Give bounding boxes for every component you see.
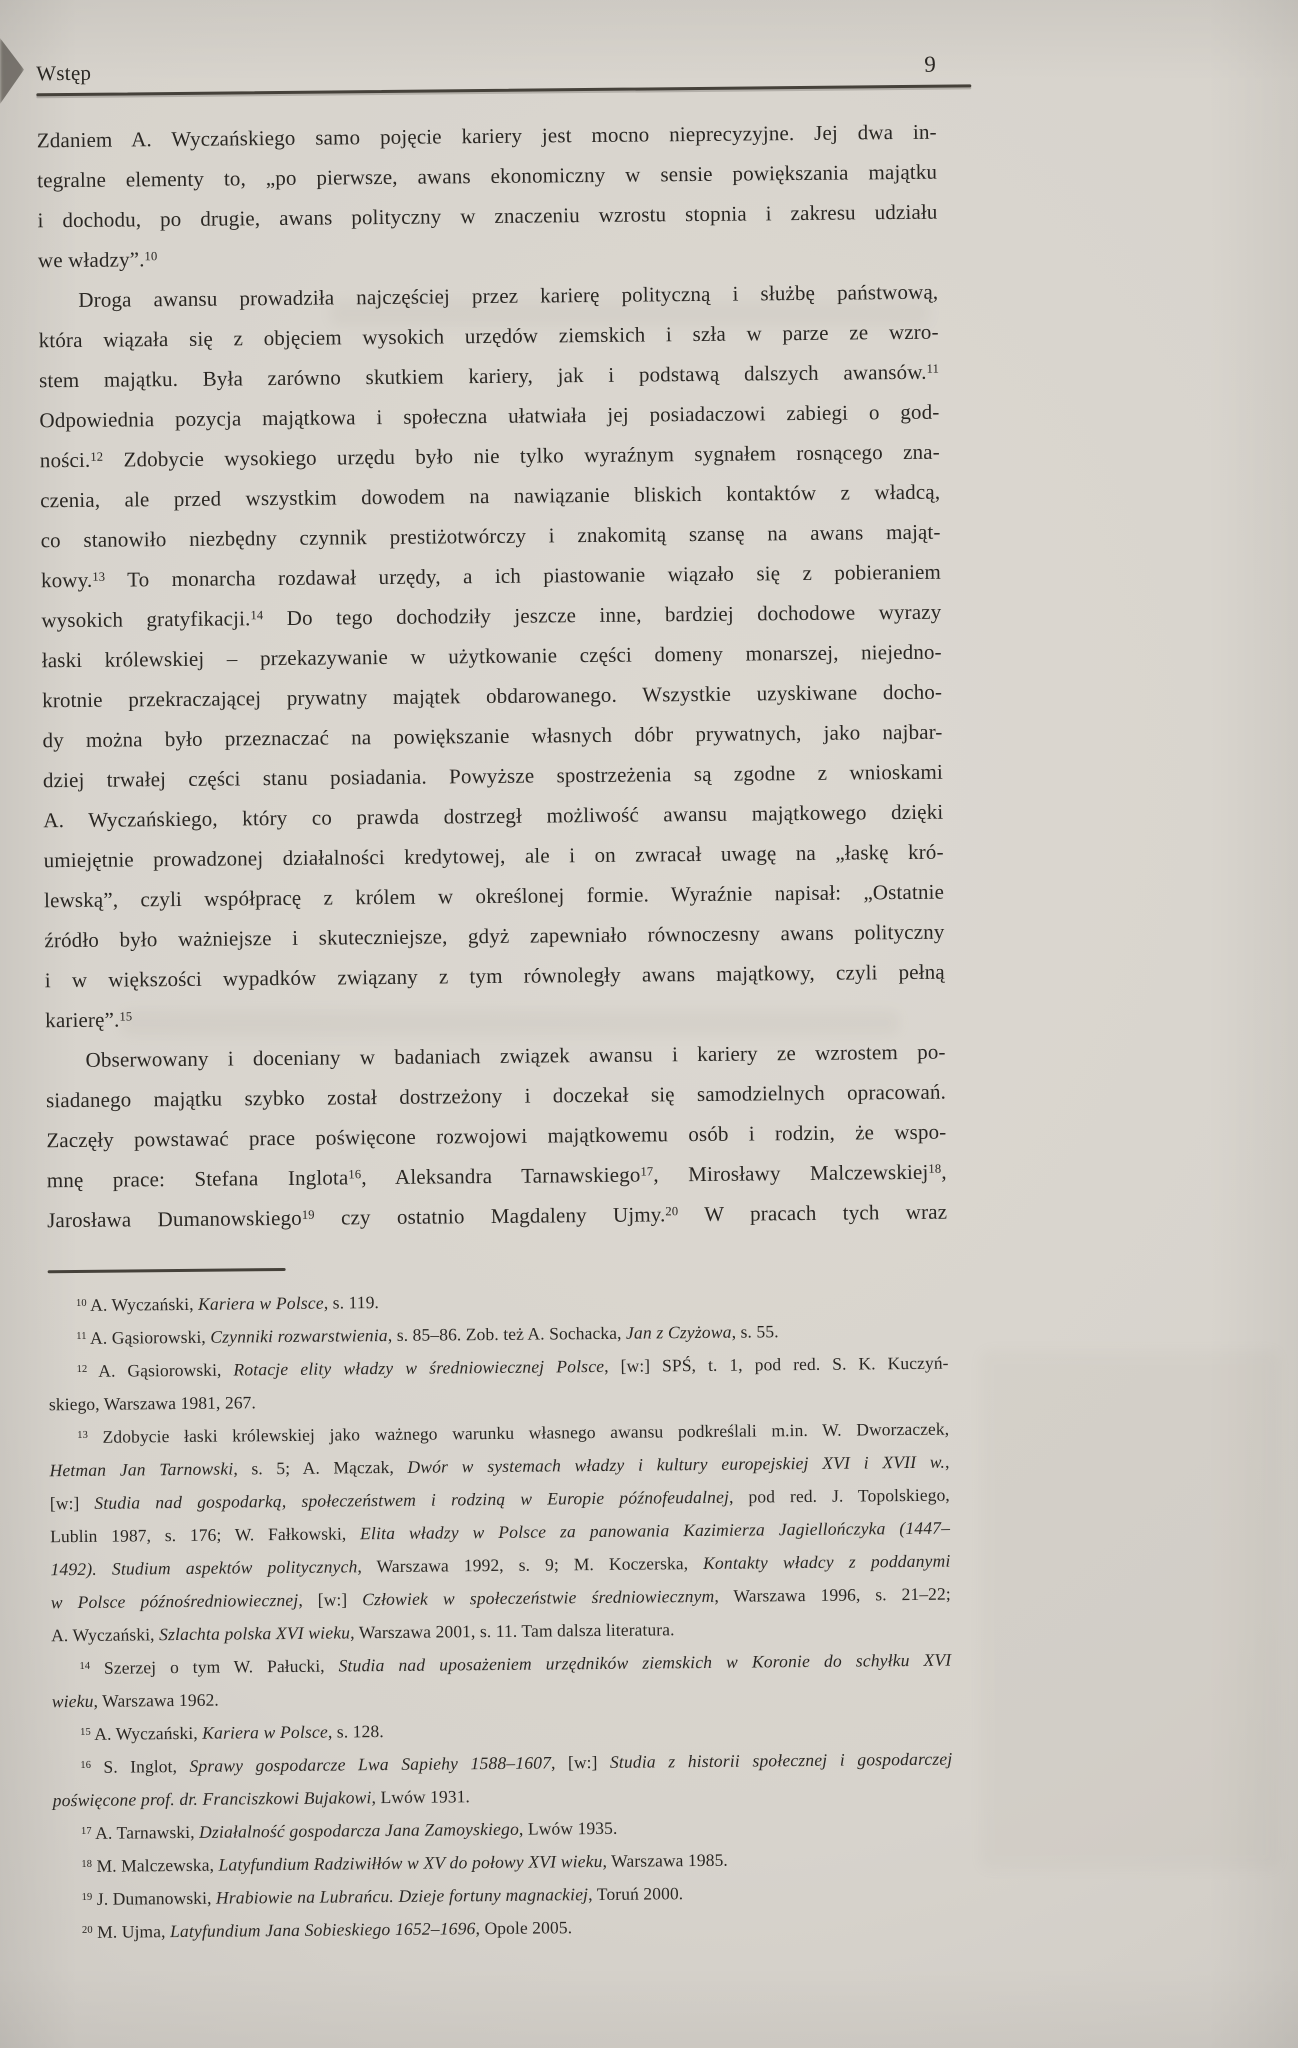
running-title: Wstęp [36, 60, 92, 86]
footnotes [48, 1281, 954, 1950]
text-line: Jarosława Dumanowskiego$^{19}$ czy ostatnio Magdaleny Ujmy.$^{20}$ W pracach tych wraz [47, 1199, 948, 1233]
text-line: kowy.$^{13}$ To monarcha rozdawał urzędy, a ich piastowanie wiązało się z pobieraniem [40, 559, 942, 593]
footnote-line: $^{16}$ S. Inglot, Sprawy gospodarcze Lwa Sapiehy 1588–1607, [w:] Studia z historii społecznej i gospodarczej [80, 1748, 953, 1777]
footnote-line: 1492). Studium aspektów politycznych, Warszawa 1992, s. 9; M. Koczerska, Kontakty władcy z poddanymi [50, 1550, 951, 1580]
footnote-line: w Polsce późnośredniowiecznej, [w:] Człowiek w społeczeństwie średniowiecznym, Warszawa 1996, s. 21–22; [50, 1583, 951, 1613]
paragraph [45, 1032, 947, 1241]
page-content [36, 52, 954, 1950]
text-line: i w większości wypadków związany z tym równoległy awans majątkowy, czyli pełną [44, 959, 945, 993]
footnote [52, 1743, 953, 1818]
text-line: łaski królewskiej – przekazywanie w użytkowanie części domeny monarszej, niejedno- [41, 639, 942, 673]
text-line: stem majątku. Była zarówno skutkiem kariery, jak i podstawą dalszych awansów.$^{11}$ [38, 359, 940, 393]
text-line: lewską”, czyli współpracę z królem w określonej formie. Wyraźnie napisał: „Ostatnie [43, 879, 945, 913]
text-line: krotnie przekraczającej prywatny majątek obdarowanego. Wszystkie uzyskiwane docho- [42, 679, 943, 713]
footnote-line: poświęcone prof. dr. Franciszkowi Bujakowi, Lwów 1931. [52, 1786, 471, 1811]
text-line: siadanego majątku szybko został dostrzeżony i doczekał się samodzielnych opracowań. [45, 1079, 947, 1113]
text-line: czenia, ale przed wszystkim dowodem na nawiązanie bliskich kontaktów z władcą, [40, 479, 941, 513]
text-line: umiejętnie prowadzonej działalności kredytowej, ale i on zwracał uwagę na „łaskę kró- [43, 839, 944, 873]
footnote-line: $^{19}$ J. Dumanowski, Hrabiowie na Lubrańcu. Dzieje fortuny magnackiej, Toruń 2000. [81, 1883, 684, 1909]
footnote-line: $^{11}$ A. Gąsiorowski, Czynniki rozwarstwienia, s. 85–86. Zob. też A. Sochacka, Jan z Czyżowa, s. 55. [76, 1321, 779, 1348]
body-text [37, 112, 948, 1241]
footnote-line: wieku, Warszawa 1962. [51, 1689, 219, 1712]
footnote-line: $^{12}$ A. Gąsiorowski, Rotacje elity władzy w średniowiecznej Polsce, [w:] SPŚ, t. 1, pod red. S. K. Kuczyń- [76, 1352, 949, 1381]
footnote [49, 1413, 951, 1653]
footnote-line: $^{10}$ A. Wyczański, Kariera w Polsce, s. 119. [75, 1292, 380, 1315]
text-line: tegralne elementy to, „po pierwsze, awans ekonomiczny w sensie powiększania majątku [37, 159, 938, 193]
text-line: ności.$^{12}$ Zdobycie wysokiego urzędu było nie tylko wyraźnym sygnałem rosnącego zna- [39, 439, 940, 473]
footnote-line: [w:] Studia nad gospodarką, społeczeństwem i rodziną w Europie późnofeudalnej, pod red. J. Topolskiego, [49, 1484, 950, 1514]
text-line: Zaczęły powstawać prace poświęcone rozwojowi majątkowemu osób i rodzin, że wspo- [46, 1119, 947, 1153]
text-line: co stanowiło niezbędny czynnik prestiżotwórczy i znakomitą szansę na awans mająt- [40, 519, 941, 553]
text-line: wysokich gratyfikacji.$^{14}$ Do tego dochodziły jeszcze inne, bardziej dochodowe wyrazy [41, 599, 942, 633]
paragraph [37, 112, 938, 281]
text-line: mnę prace: Stefana Inglota$^{16}$, Aleksandra Tarnawskiego$^{17}$, Mirosławy Malczewskiej$^{18}$, [46, 1159, 947, 1193]
footnote-separator [48, 1268, 286, 1273]
footnote-line: $^{20}$ M. Ujma, Latyfundium Jana Sobieskiego 1652–1696, Opole 2005. [81, 1917, 573, 1942]
text-line: dy można było przeznaczać na powiększanie własnych dóbr prywatnych, jako najbar- [42, 719, 943, 753]
footnote-line: skiego, Warszawa 1981, 267. [48, 1392, 257, 1415]
text-line: Odpowiednia pozycja majątkowa i społeczna ułatwiała jej posiadaczowi zabiegi o god- [39, 399, 940, 433]
footnote-line: $^{18}$ M. Malczewska, Latyfundium Radziwiłłów w XV do połowy XVI wieku, Warszawa 1985. [81, 1849, 728, 1876]
paragraph [38, 272, 945, 1041]
text-line: która wiązała się z objęciem wysokich urzędów ziemskich i szła w parze ze wzro- [38, 319, 939, 353]
page-number: 9 [924, 51, 937, 77]
text-line: i dochodu, po drugie, awans polityczny w znaczeniu wzrostu stopnia i zakresu udziału [37, 199, 938, 233]
text-line: dziej trwałej części stanu posiadania. Powyższe spostrzeżenia są zgodne z wnioskami [42, 759, 944, 793]
footnote-line: $^{17}$ A. Tarnawski, Działalność gospodarcza Jana Zamoyskiego, Lwów 1935. [80, 1817, 618, 1843]
text-line: Obserwowany i doceniany w badaniach związek awansu i kariery ze wzrostem po- [85, 1039, 946, 1072]
text-line: Zdaniem A. Wyczańskiego samo pojęcie kariery jest mocno nieprecyzyjne. Jej dwa in- [36, 119, 937, 153]
footnote-line: A. Wyczański, Szlachta polska XVI wieku, Warszawa 2001, s. 11. Tam dalsza literatura. [51, 1619, 675, 1646]
text-line: Droga awansu prowadziła najczęściej przez karierę polityczną i służbę państwową, [78, 279, 939, 312]
footnote-line: $^{13}$ Zdobycie łaski królewskiej jako ważnego warunku własnego awansu podkreślali m.in. W. Dworzaczek, [77, 1418, 950, 1447]
page-header [36, 52, 936, 87]
footnote-line: $^{14}$ Szerzej o tym W. Pałucki, Studia nad uposażeniem urzędników ziemskich w Koronie do schyłku XVI [79, 1649, 952, 1678]
text-line: źródło było ważniejsze i skuteczniejsze, gdyż zapewniało równoczesny awans polityczny [44, 919, 945, 953]
text-line: we władzy”.$^{10}$ [37, 247, 158, 273]
text-line: A. Wyczańskiego, który co prawda dostrzegł możliwość awansu majątkowego dzięki [43, 799, 944, 833]
scan-artifact [0, 38, 24, 104]
header-rule [36, 84, 971, 96]
footnote-line: Hetman Jan Tarnowski, s. 5; A. Mączak, Dwór w systemach władzy i kultury europejskiej XVI i XVII w., [49, 1451, 950, 1481]
footnote-line: $^{15}$ A. Wyczański, Kariera w Polsce, s. 128. [80, 1721, 384, 1744]
footnote-line: Lublin 1987, s. 176; W. Fałkowski, Elita władzy w Polsce za panowania Kazimierza Jagiellończyka (1447– [50, 1517, 951, 1547]
scan-artifact [980, 1350, 1280, 1870]
text-line: karierę”.$^{15}$ [45, 1007, 133, 1033]
footnote [48, 1347, 949, 1422]
footnote [51, 1644, 952, 1719]
